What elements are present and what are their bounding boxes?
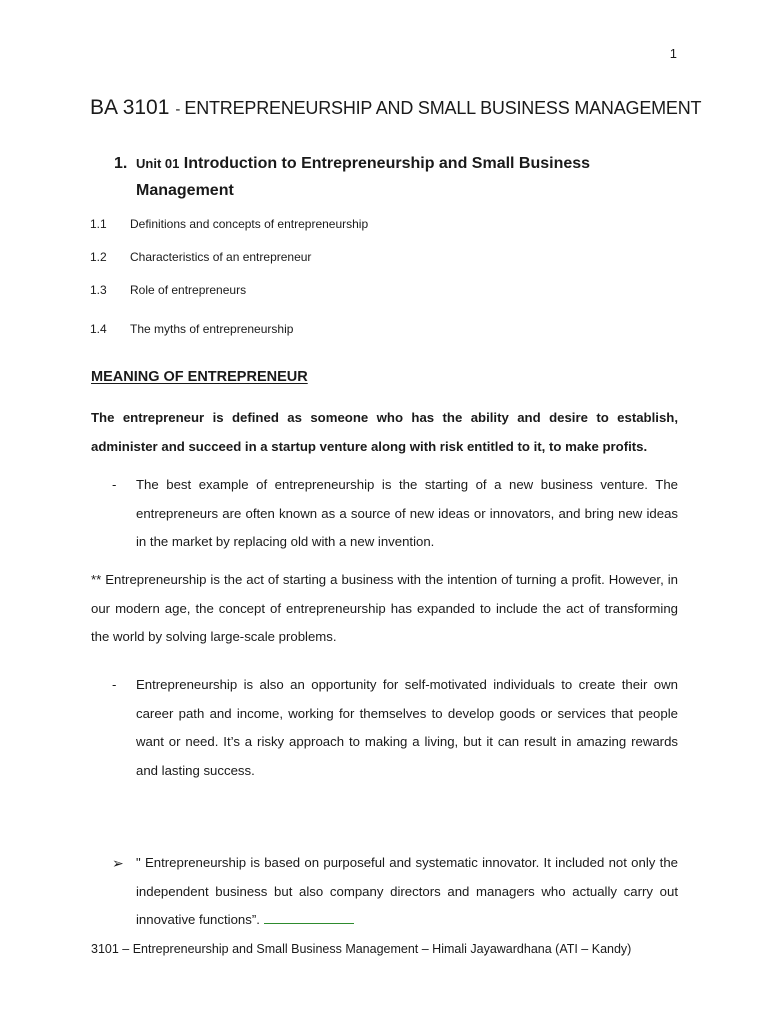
bullet-text: The best example of entrepreneurship is the starting of a new business venture. The entrepreneurs are often known as a source of new ideas or innovators, and bring new ideas in the market by replacing old with a new invention.: [136, 477, 678, 549]
bullet-text: Entrepreneurship is also an opportunity for self-motivated individuals to create their own career path and income, working for themselves to develop goods or services that people want or need. It’s a risky approach to making a living, but it can result in amazing rewards and lasting success.: [136, 677, 678, 778]
toc-number: 1.3: [90, 283, 107, 297]
unit-number: 1.: [114, 155, 128, 172]
unit-label: Unit 01: [136, 156, 180, 171]
page-number: 1: [669, 46, 677, 61]
toc-number: 1.4: [90, 322, 107, 336]
toc-item: [90, 283, 246, 297]
title-dash: -: [175, 101, 181, 118]
page-footer: 3101 – Entrepreneurship and Small Business Management – Himali Jayawardhana (ATI – Kandy): [91, 942, 632, 956]
quote-text: " Entrepreneurship is based on purposeful and systematic innovator. It included not only the independent business but also company directors and managers who actually carry out innovative functions”.: [136, 855, 678, 927]
definition-paragraph: The entrepreneur is defined as someone who has the ability and desire to establish, administer and succeed in a startup venture along with risk entitled to it, to make profits.: [91, 410, 678, 454]
dash-marker: -: [112, 677, 117, 692]
arrow-bullet-icon: ➢: [112, 855, 124, 871]
toc-item: [90, 322, 293, 336]
course-title: ENTREPRENEURSHIP AND SMALL BUSINESS MANAGEMENT: [184, 98, 702, 118]
toc-number: 1.1: [90, 217, 107, 231]
toc-text: Role of entrepreneurs: [130, 283, 247, 297]
green-underline: [264, 909, 354, 924]
toc-text: Characteristics of an entrepreneur: [130, 250, 312, 264]
toc-text: The myths of entrepreneurship: [130, 322, 294, 336]
dash-marker: -: [112, 477, 117, 492]
unit-heading: [114, 150, 654, 204]
star-paragraph: ** Entrepreneurship is the act of starting a business with the intention of turning a profit. However, in our modern age, the concept of entrepreneurship has expanded to include the act of transforming the world by solving large-scale problems.: [91, 572, 678, 644]
bullet-item: [112, 671, 678, 785]
section-heading: MEANING OF ENTREPRENEUR: [91, 369, 308, 385]
unit-title: Introduction to Entrepreneurship and Small Business Management: [136, 155, 591, 199]
toc-item: [90, 250, 311, 264]
course-code: BA 3101: [90, 96, 170, 119]
bullet-item: [112, 471, 678, 557]
document-title: [90, 96, 701, 120]
toc-item: [90, 217, 368, 231]
toc-number: 1.2: [90, 250, 107, 264]
toc-text: Definitions and concepts of entrepreneurship: [130, 217, 369, 231]
quote-item: [112, 849, 678, 935]
